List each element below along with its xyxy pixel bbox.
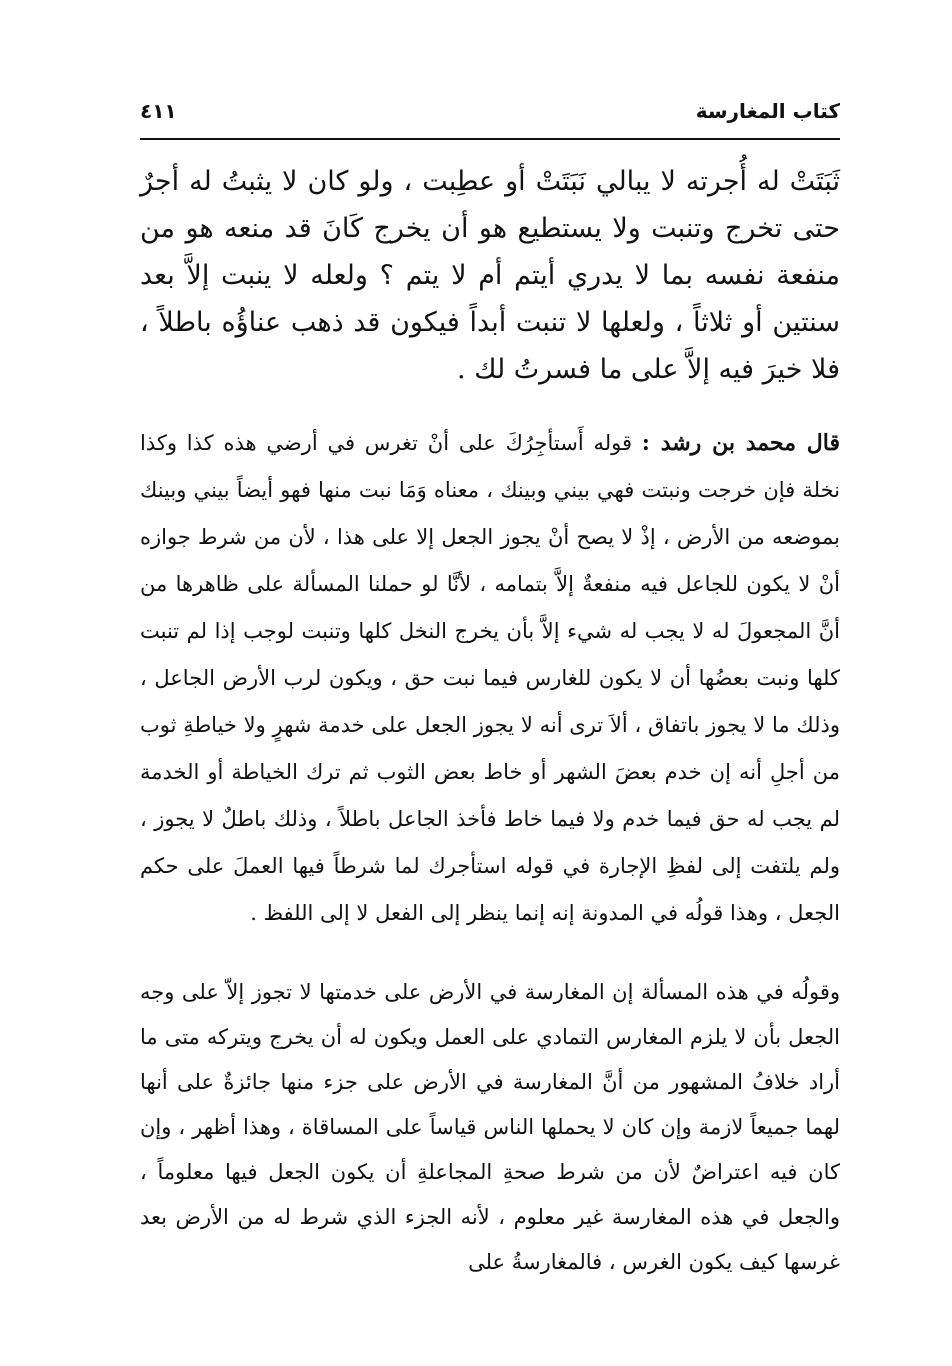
paragraph-1-text: ثَبَتَتْ له أُجرته لا يبالي نَبَتَتْ أو عطِبت ، ولو كان لا يثبتُ له أجرٌ حتى تخرج وتنبت ولا يستطيع هو أن يخرج كَانَ قد منعه هو من منفعة نفسه بما لا يدري أيتم أم لا يتم ؟ ولعله لا ينبت إلاَّ بعد سنتين أو ثلاثاً ، ولعلها لا تنبت أبداً فيكون قد ذهب عناؤُه باطلاً ، فلا خيرَ فيه إلاَّ على ما فسرتُ لك . (140, 166, 840, 385)
paragraph-2-lead: قال محمد بن رشد : (641, 430, 840, 456)
page-number: ٤١١ (140, 99, 177, 123)
paragraph-3-text: وقولُه في هذه المسألة إن المغارسة في الأرض على خدمتها لا تجوز إلاّ على وجه الجعل بأن لا يلزم المغارس التمادي على العمل ويكون له أن يخرج ويتركه متى ما أراد خلافُ المشهور من أنَّ المغارسة في الأرض على جزء منها جائزةٌ على أنها لهما جميعاً لازمة وإن كان لا يحملها الناس قياساً على المساقاة ، وهذا أظهر ، وإن كان فيه اعتراضٌ لأن من شرط صحةِ المجاعلةِ أن يكون الجعل فيها معلوماً ، والجعل في هذه المغارسة غير معلوم ، لأنه الجزء الذي شرط له من الأرض بعد غرسها كيف يكون الغرس ، فالمغارسةُ على (140, 980, 840, 1274)
paragraph-1 (140, 158, 840, 393)
paragraph-2 (140, 420, 840, 937)
page-header (140, 88, 840, 134)
paragraph-2-text: قوله أَستأجِرُكَ على أنْ تغرس في أرضي هذه كذا وكذا نخلة فإن خرجت ونبتت فهي بيني وبينك ، معناه وَمَا نبت منها فهو أيضاً بيني وبينك بموضعه من الأرض ، إذْ لا يصح أنْ يجوز الجعل إلا على هذا ، لأن من شرط جوازه أنْ لا يكون للجاعل فيه منفعةٌ إلاَّ بتمامه ، لأنَّا لو حملنا المسألة على ظاهرها من أنَّ المجعولَ له لا يجب له شيء إلاَّ بأن يخرج النخل كلها وتنبت لوجب إذا لم تنبت كلها ونبت بعضُها أن لا يكون للغارس فيما نبت حق ، ويكون لرب الأرض الجاعل ، وذلك ما لا يجوز باتفاق ، ألاَ ترى أنه لا يجوز الجعل على خدمة شهرٍ ولا خياطةِ ثوب من أجلِ أنه إن خدم بعضَ الشهر أو خاط بعض الثوب ثم ترك الخياطة أو الخدمة لم يجب له حق فيما خدم ولا فيما خاط فأخذ الجاعل باطلاً ، وذلك باطلٌ لا يجوز ، ولم يلتفت إلى لفظِ الإجارة في قوله استأجرك لما شرطاً فيها العملَ على حكم الجعل ، وهذا قولُه في المدونة إنه إنما ينظر إلى الفعل لا إلى اللفظ . (140, 431, 840, 925)
chapter-title: كتاب المغارسة (695, 99, 840, 123)
header-rule (140, 138, 840, 140)
paragraph-3 (140, 970, 840, 1285)
paragraph-2-body (140, 420, 840, 937)
